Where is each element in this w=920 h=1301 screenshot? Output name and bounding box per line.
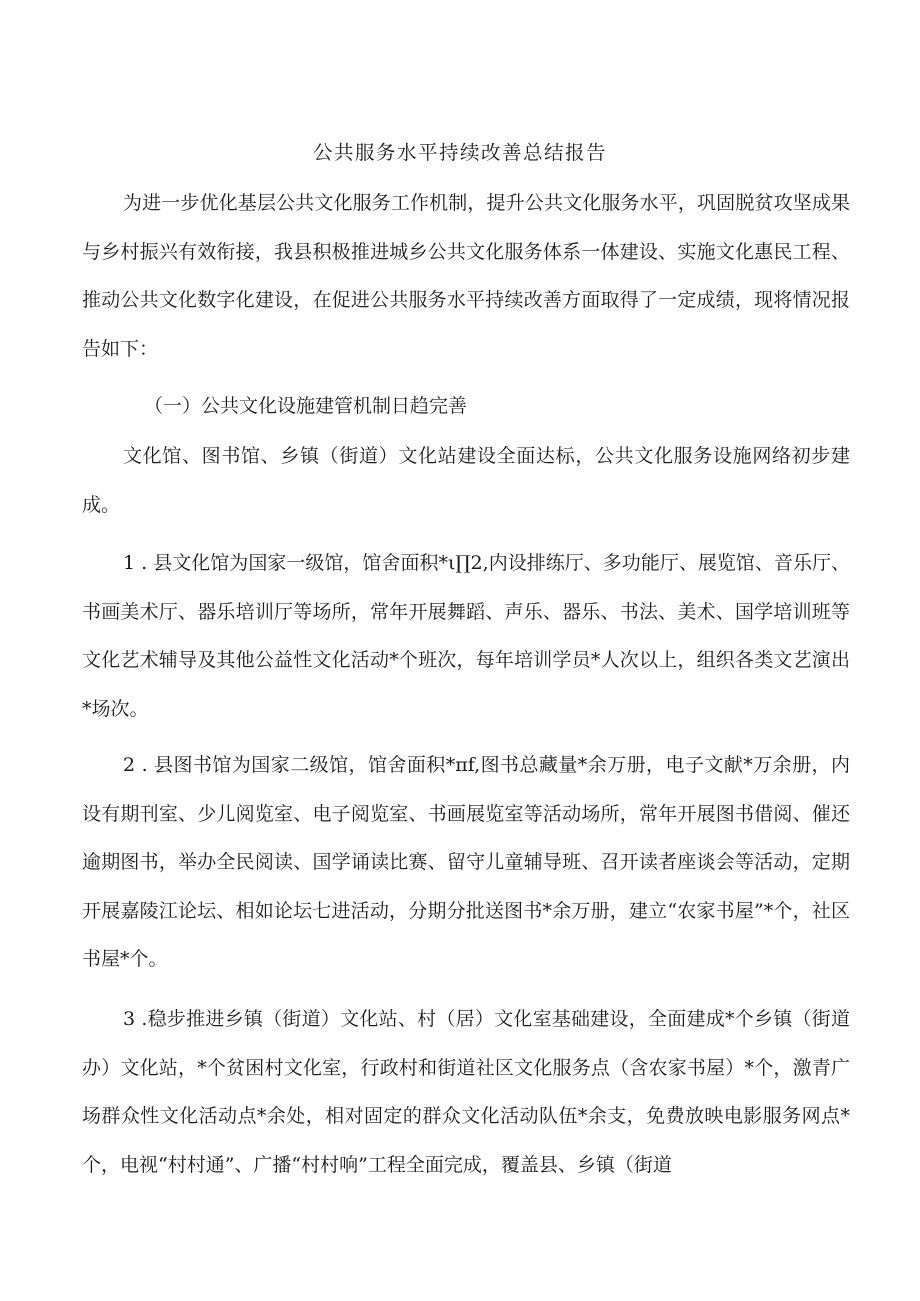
item-3-paragraph: 3 .稳步推进乡镇（街道）文化站、村（居）文化室基础建设，全面建成*个乡镇（街道办）文化站，*个贫困村文化室，行政村和街道社区文化服务点（含农家书屋）*个，激青广场群众性文化活动点*余处，相对固定的群众文化活动队伍*余支，免费放映电影服务网点*个，电视“村村通”、广播“村村响”工程全面完成，覆盖县、乡镇（街道: [82, 1008, 850, 1176]
section-intro-paragraph: 文化馆、图书馆、乡镇（街道）文化站建设全面达标，公共文化服务设施网络初步建成。: [82, 445, 850, 516]
intro-paragraph: 为进一步优化基层公共文化服务工作机制，提升公共文化服务水平，巩固脱贫攻坚成果与乡村振兴有效衔接，我县积极推进城乡公共文化服务体系一体建设、实施文化惠民工程、推动公共文化数字化建设，在促进公共服务水平持续改善方面取得了一定成绩，现将情况报告如下：: [82, 192, 850, 360]
item-2-paragraph: 2 . 县图书馆为国家二级馆，馆舍面积*πf,图书总藏量*余万册，电子文献*万余册，内设有期刊室、少儿阅览室、电子阅览室、书画展览室等活动场所，常年开展图书借阅、催还逾期图书，举办全民阅读、国学诵读比赛、留守儿童辅导班、召开读者座谈会等活动，定期开展嘉陵江论坛、相如论坛七进活动，分期分批送图书*余万册，建立“农家书屋”*个，社区书屋*个。: [82, 754, 850, 970]
document-title: 公共服务水平持续改善总结报告: [312, 141, 607, 164]
section-heading: （一）公共文化设施建管机制日趋完善: [144, 395, 468, 417]
item-1-paragraph: 1 . 县文化馆为国家一级馆，馆舍面积*ι∏2,内设排练厅、多功能厅、展览馆、音乐厅、书画美术厅、器乐培训厅等场所，常年开展舞蹈、声乐、器乐、书法、美术、国学培训班等文化艺术辅导及其他公益性文化活动*个班次，每年培训学员*人次以上，组织各类文艺演出*场次。: [82, 552, 850, 720]
